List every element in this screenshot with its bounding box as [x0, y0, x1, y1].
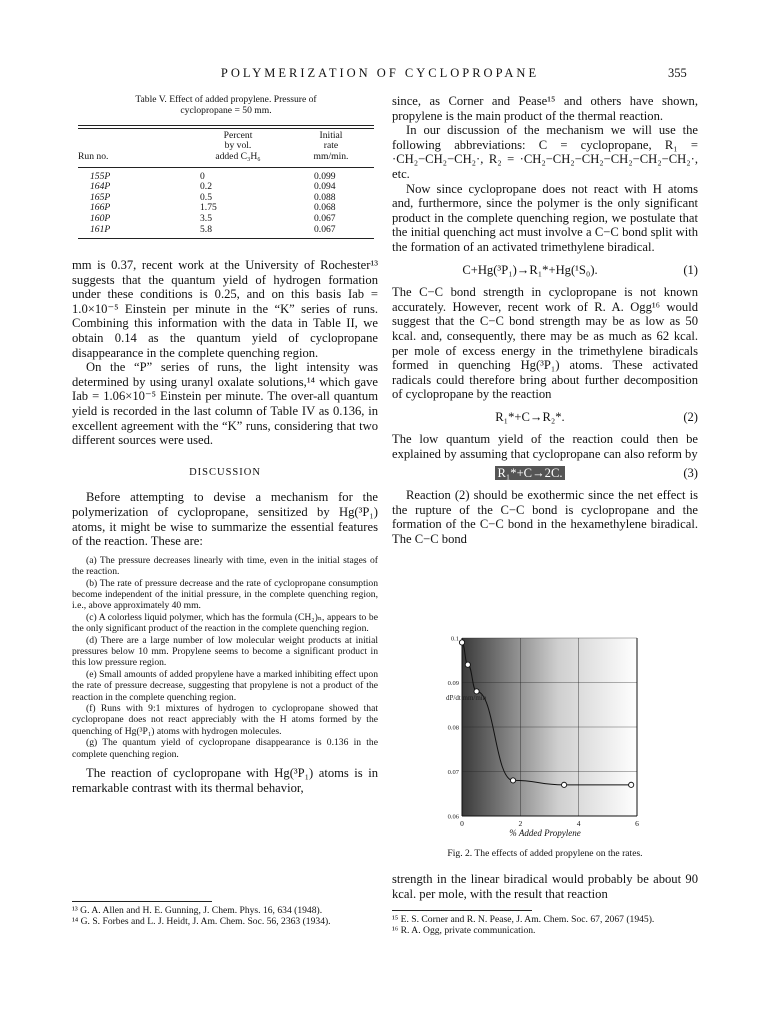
- footnote: ¹⁴ G. S. Forbes and L. J. Heidt, J. Am. Chem. Soc. 56, 2363 (1934).: [72, 916, 331, 927]
- footnote: ¹⁵ E. S. Corner and R. N. Pease, J. Am. Chem. Soc. 67, 2067 (1945).: [392, 914, 655, 925]
- table-row: 155P 0 0.099: [90, 170, 336, 182]
- table-row: 166P 1.75 0.068: [90, 202, 336, 214]
- list-item: (e) Small amounts of added propylene have a marked inhibiting effect upon the rate of pressure decrease, suggesting that propylene is not a product of the reaction in the complete quenching region.: [72, 668, 378, 703]
- list-item: (g) The quantum yield of cyclopropane disappearance is 0.136 in the complete quenching region.: [72, 737, 378, 760]
- footnote: ¹⁶ R. A. Ogg, private communication.: [392, 925, 536, 936]
- paragraph: Reaction (2) should be exothermic since the net effect is the rupture of the C−C bond is cyclopropane and the formation of the C−C bond in the hexamethylene biradical. The C−C bond: [392, 488, 698, 547]
- y-axis-label: dP/dt mm/min: [446, 694, 487, 702]
- data-table: [78, 129, 374, 239]
- table-caption: Table V. Effect of added propylene. Pressure of cyclopropane = 50 mm.: [135, 94, 317, 117]
- x-tick-label: 0: [460, 819, 464, 828]
- equation-1: C+Hg(³P₁)→R₁*+Hg(¹S₀). (1): [462, 262, 698, 277]
- data-point: [510, 778, 515, 783]
- right-column-text: [392, 94, 698, 547]
- right-column-continuation: [392, 872, 698, 901]
- paragraph: The C−C bond strength in cyclopropane is not known accurately. However, recent work of R. A. Ogg¹⁶ would suggest that the C−C bond strength may be as low as 50 kcal. and, consequently, there may be as much as 62 kcal. per mole of excess energy in the trimethylene biradicals formed in quenching Hg(³P₁) atoms. These activated radicals could therefore bring about further decomposition of cyclopropane by the reaction: [392, 285, 698, 402]
- page-number: 355: [668, 66, 687, 80]
- paragraph: Before attempting to devise a mechanism for the polymerization of cyclopropane, sensitized by Hg(³P₁) atoms, it might be wise to summarize the essential features of the reaction. These are:: [72, 490, 378, 549]
- footnote: ¹³ G. A. Allen and H. E. Gunning, J. Chem. Phys. 16, 634 (1948).: [72, 905, 323, 916]
- paragraph: mm is 0.37, recent work at the University of Rochester¹³ suggests that the quantum yield of hydrogen formation under these conditions is 0.25, and on this basis Iab = 1.0×10⁻⁵ Einstein per minute in the “K” series of runs. Combining this information with the data in Table II, we obtain 0.14 as the quantum yield of cyclopropane disappearance in the complete quenching region.: [72, 258, 378, 360]
- data-point: [465, 662, 470, 667]
- list-item: (d) There are a large number of low molecular weight products at initial pressures below 10 mm. Propylene seems to become a significant product in this low pressure region.: [72, 634, 378, 669]
- figure-2: [440, 620, 660, 840]
- col-header-percent: Percent by vol. added C₃H₆: [215, 129, 261, 162]
- left-column-text: [72, 258, 378, 795]
- paragraph: In our discussion of the mechanism we will use the following abbreviations: C = cyclopropane, R₁ = ·CH₂−CH₂−CH₂·, R₂ = ·CH₂−CH₂−CH₂−CH₂−CH₂−CH₂·, etc.: [392, 123, 698, 181]
- paragraph: The low quantum yield of the reaction could then be explained by assuming that cyclopropane can also reform by: [392, 432, 698, 462]
- col-header-rate: Initial rate mm/min.: [313, 129, 349, 162]
- x-tick-label: 6: [635, 819, 639, 828]
- x-tick-label: 4: [576, 819, 581, 828]
- data-point: [459, 640, 464, 645]
- equation-3: R₁*+C→2C. (3): [497, 465, 698, 480]
- table-row: 160P 3.5 0.067: [90, 212, 336, 224]
- paragraph: strength in the linear biradical would probably be about 90 kcal. per mole, with the result that reaction: [392, 872, 698, 901]
- y-tick-label: 0.1: [450, 635, 459, 643]
- right-footnotes: [392, 906, 698, 936]
- table-header-row: [78, 129, 374, 165]
- table-row: 161P 5.8 0.067: [90, 223, 336, 235]
- feature-list: [72, 555, 378, 760]
- paragraph: since, as Corner and Pease¹⁵ and others have shown, propylene is the main product of the thermal reaction.: [392, 94, 698, 123]
- x-axis-label: % Added Propylene: [509, 828, 581, 838]
- col-header-run: Run no.: [78, 151, 109, 162]
- x-tick-label: 2: [518, 819, 523, 828]
- list-item: (b) The rate of pressure decrease and the rate of cyclopropane consumption become independent of the initial pressure, in the complete quenching region, i.e., above approximately 40 mm.: [72, 577, 378, 612]
- data-point: [629, 782, 634, 787]
- y-tick-label: 0.09: [447, 680, 459, 687]
- equation-2: R₁*+C→R₂*. (2): [495, 409, 698, 424]
- section-heading: DISCUSSION: [189, 466, 261, 478]
- list-item: (c) A colorless liquid polymer, which has the formula (CH₂)ₙ, appears to be the only significant product of the reaction in the complete quenching region.: [72, 611, 378, 635]
- y-tick-label: 0.07: [447, 769, 459, 776]
- paragraph: Now since cyclopropane does not react with H atoms and, furthermore, since the polymer is the only significant product in the complete quenching region, we postulate that the initial quenching act must involve a C−C bond split with the formation of an activated trimethylene biradical.: [392, 181, 698, 254]
- y-tick-label: 0.06: [447, 813, 459, 821]
- left-footnotes: [72, 897, 378, 927]
- running-header: [0, 66, 768, 82]
- chart-svg: [440, 620, 660, 840]
- paragraph: On the “P” series of runs, the light intensity was determined by using uranyl oxalate solutions,¹⁴ which gave Iab = 1.06×10⁻⁵ Einstein per minute. The over-all quantum yield is recorded in the last column of Table IV as 0.136, in excellent agreement with the “K” runs, considering that two different sources were used.: [72, 360, 378, 448]
- data-point: [561, 782, 566, 787]
- y-tick-label: 0.08: [447, 724, 459, 732]
- list-item: (f) Runs with 9:1 mixtures of hydrogen to cyclopropane showed that cyclopropane does not react appreciably with the H atoms formed by the quenching of Hg(³P₁) atoms with hydrogen molecules.: [72, 702, 378, 737]
- table-v: [78, 94, 374, 239]
- paragraph: The reaction of cyclopropane with Hg(³P₁) atoms is in remarkable contrast with its thermal behavior,: [72, 766, 378, 795]
- table-row: 165P 0.5 0.088: [90, 191, 336, 203]
- list-item: (a) The pressure decreases linearly with time, even in the initial stages of the reaction.: [72, 554, 378, 578]
- figure-caption: Fig. 2. The effects of added propylene on the rates.: [447, 848, 643, 859]
- table-row: 164P 0.2 0.094: [90, 181, 336, 193]
- running-title: POLYMERIZATION OF CYCLOPROPANE: [220, 66, 540, 80]
